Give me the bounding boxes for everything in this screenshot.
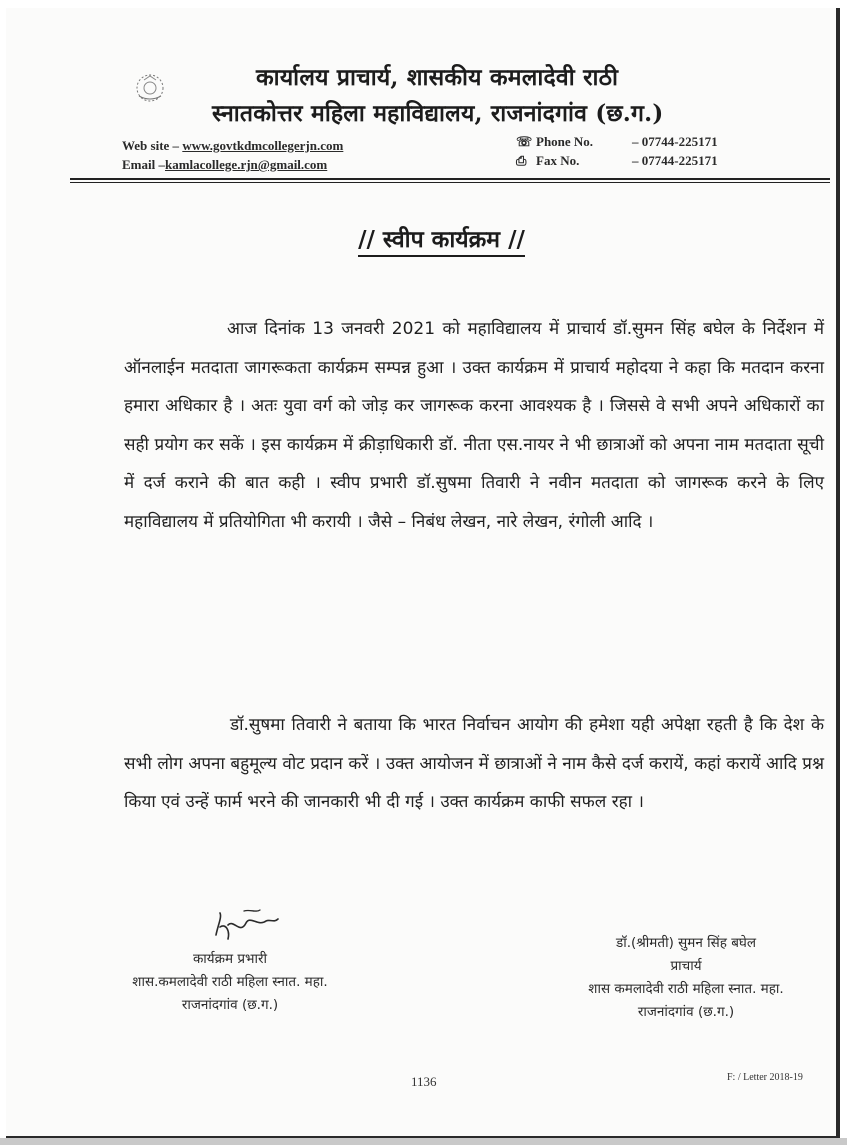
- signatory-institution-left: शास.कमलादेवी राठी महिला स्नात. महा.: [132, 974, 328, 990]
- signatory-name-right: डॉ.(श्रीमती) सुमन सिंह बघेल: [615, 935, 757, 951]
- contact-web-email: [122, 136, 343, 174]
- signatory-role-right: प्राचार्य: [670, 958, 702, 974]
- college-emblem-icon: [130, 70, 170, 106]
- header-divider: [70, 178, 830, 180]
- email-link[interactable]: kamlacollege.rjn@gmail.com: [164, 157, 328, 172]
- fax-value: – 07744-225171: [632, 153, 718, 168]
- signature-block-left: [100, 948, 360, 1017]
- fax-label: Fax No.: [536, 153, 580, 168]
- signatory-place-right: राजनांदगांव (छ.ग.): [637, 1004, 735, 1020]
- website-label: Web site –: [122, 138, 183, 153]
- telephone-icon: ☏: [516, 134, 533, 149]
- signature-block-right: [556, 932, 816, 1024]
- phone-row: [516, 132, 718, 151]
- phone-value: – 07744-225171: [632, 134, 718, 149]
- paper-edge: [0, 1138, 847, 1145]
- handwritten-signature: [204, 905, 284, 947]
- header-divider-thin: [70, 182, 830, 183]
- contact-phone-fax: [516, 132, 718, 170]
- email-label: Email –: [122, 157, 165, 172]
- website-link[interactable]: www.govtkdmcollegerjn.com: [182, 138, 344, 153]
- phone-label: Phone No.: [536, 134, 594, 149]
- document-title: [0, 222, 847, 254]
- body-paragraph-1: आज दिनांक 13 जनवरी 2021 को महाविद्यालय में प्राचार्य डॉ.सुमन सिंह बघेल के निर्देशन में ऑनलाईन मतदाता जागरूकता कार्यक्रम सम्पन्न हुआ । उक्त कार्यक्रम में प्राचार्य महोदया ने कहा कि मतदान करना हमारा अधिकार है । अतः युवा वर्ग को जोड़ कर जागरूक करना आवश्यक है । जिससे वे सभी अपने अधिकारों का सही प्रयोग कर सकें । इस कार्यक्रम में क्रीड़ाधिकारी डॉ. नीता एस.नायर ने भी छात्राओं को अपना नाम मतदाता सूची में दर्ज कराने की बात कही । स्वीप प्रभारी डॉ.सुषमा तिवारी ने नवीन मतदाता को जागरूक करने के लिए महाविद्यालय में प्रतियोगिता भी करायी । जैसे – निबंध लेखन, नारे लेखन, रंगोली आदि ।: [124, 319, 824, 532]
- signatory-place-left: राजनांदगांव (छ.ग.): [181, 997, 279, 1013]
- letter-reference: F: / Letter 2018-19: [727, 1072, 803, 1083]
- fax-icon: ⎙: [516, 153, 527, 168]
- signatory-institution-right: शास कमलादेवी राठी महिला स्नात. महा.: [588, 981, 784, 997]
- website-row: [122, 136, 343, 155]
- email-row: [122, 155, 343, 174]
- letterhead-line-1: कार्यालय प्राचार्य, शासकीय कमलादेवी राठी: [256, 64, 619, 91]
- fax-row: [516, 151, 718, 170]
- signatory-role-left: कार्यक्रम प्रभारी: [192, 951, 268, 967]
- page-number: 1136: [411, 1074, 437, 1089]
- body-paragraph-2: डॉ.सुषमा तिवारी ने बताया कि भारत निर्वाचन आयोग की हमेशा यही अपेक्षा रहती है कि देश के सभी लोग अपना बहुमूल्य वोट प्रदान करें । उक्त आयोजन में छात्राओं ने नाम कैसे दर्ज करायें, कहां करायें आदि प्रश्न किया एवं उन्हें फार्म भरने की जानकारी भी दी गई । उक्त कार्यक्रम काफी सफल रहा ।: [124, 715, 824, 812]
- document-title-text: // स्वीप कार्यक्रम //: [358, 227, 525, 257]
- letterhead-line-2: स्नातकोत्तर महिला महाविद्यालय, राजनांदगांव (छ.ग.): [212, 100, 664, 127]
